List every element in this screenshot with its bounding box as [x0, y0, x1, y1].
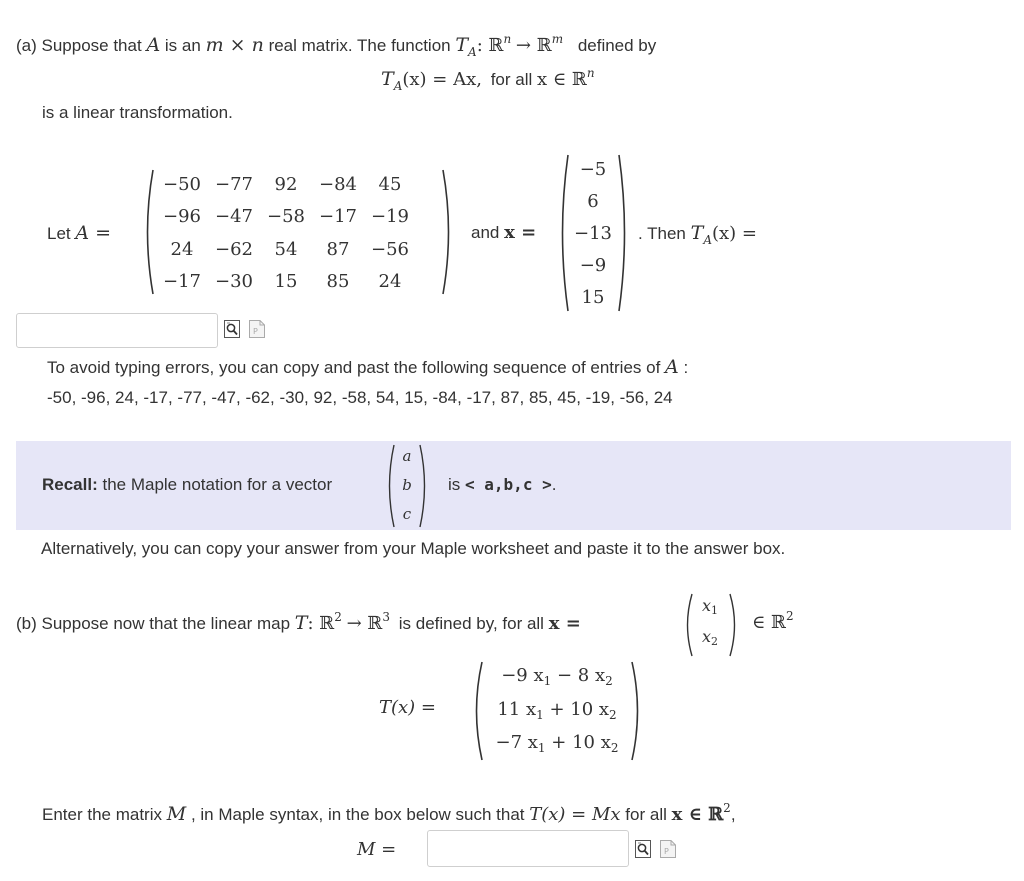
tx-left-paren [470, 660, 484, 762]
in-r2: ∈ ℝ$^2$ [752, 609, 794, 633]
vector-x-row [570, 217, 616, 249]
recall-vector-b: b [402, 476, 412, 494]
x-vector-row-1: x1 [701, 596, 719, 617]
vector-x-cell: 15 [581, 286, 605, 308]
matrix-a-row [156, 266, 416, 299]
matrix-a-cell: −77 [215, 173, 253, 195]
matrix-a-row [156, 168, 416, 201]
tx-row-2: 11 $x_1 + 10$ $x_2$ [497, 699, 617, 722]
matrix-a-cell: 24 [378, 271, 402, 293]
m-label: M = [357, 839, 397, 860]
matrix-a-right-paren [441, 168, 455, 296]
matrix-a-cell: −62 [215, 238, 253, 260]
then-label: . Then $T_A(x)$ = [638, 222, 757, 247]
matrix-a-cell: −96 [163, 206, 201, 228]
matrix-a-cell: −58 [267, 206, 305, 228]
matrix-a-cell: −17 [319, 206, 357, 228]
vector-x-right-paren [617, 153, 631, 313]
recall-vector-left-paren [384, 443, 396, 529]
vector-x-row [570, 281, 616, 313]
tx-row-1: −9 $x_1 - 8$ $x_2$ [501, 665, 613, 688]
matrix-a-cell: −56 [371, 238, 409, 260]
matrix-a-cell: 87 [326, 238, 350, 260]
matrix-a-cell: −19 [371, 206, 409, 228]
preview-icon-b[interactable] [635, 840, 651, 858]
matrix-a-cell: 54 [274, 238, 298, 260]
tx-label: T(x) = [379, 697, 437, 718]
tx-row-3: −7 $x_1 + 10$ $x_2$ [495, 732, 619, 755]
recall-vector-c: c [402, 505, 412, 523]
x-vector-right-paren [728, 592, 740, 658]
vector-x-cell: −13 [574, 222, 612, 244]
part-a-answer-input[interactable] [16, 313, 218, 348]
recall-notation: is < a,b,c >. [448, 475, 557, 494]
copy-hint: To avoid typing errors, you can copy and past the following sequence of entries of A : [47, 356, 689, 378]
x-vector [695, 592, 725, 652]
recall-vector [398, 443, 416, 527]
recall-vector-a: a [402, 447, 412, 465]
part-a-definition: $T_A(x) = Ax$, for all x ∈ ℝ$^n$ [381, 66, 595, 93]
vector-x-row [570, 153, 616, 185]
matrix-a-row [156, 233, 416, 266]
is-linear-text: is a linear transformation. [42, 103, 233, 122]
vector-x-cell: −9 [579, 254, 607, 276]
matrix-a-cell: 45 [378, 173, 402, 195]
matrix-a-cell: −17 [163, 271, 201, 293]
matrix-a-cell: −30 [215, 271, 253, 293]
matrix-a-row [156, 201, 416, 234]
matrix-m-answer-input[interactable] [427, 830, 629, 867]
enter-matrix-text: Enter the matrix M , in Maple syntax, in the box below such that T(x) = Mx for all x ∈ ℝ$^2$, [42, 801, 736, 825]
maple-syntax-icon[interactable] [249, 320, 265, 338]
preview-icon[interactable] [224, 320, 240, 338]
maple-syntax-icon-b[interactable] [660, 840, 676, 858]
entries-sequence: -50, -96, 24, -17, -77, -47, -62, -30, 92, -58, 54, 15, -84, -17, 87, 85, 45, -19, -56, 24 [47, 388, 673, 407]
recall-text: Recall: the Maple notation for a vector [42, 475, 333, 494]
matrix-a-cell: 85 [326, 271, 350, 293]
matrix-a-cell: −84 [319, 173, 357, 195]
vector-x [570, 153, 616, 313]
vector-x-cell: −5 [579, 158, 607, 180]
x-vector-row-2: x2 [701, 627, 719, 648]
let-label: Let A = [47, 222, 112, 244]
matrix-a [156, 168, 416, 298]
vector-x-cell: 6 [587, 190, 599, 212]
matrix-a-cell: 92 [274, 173, 298, 195]
tx-vector [485, 660, 629, 759]
vector-x-row [570, 185, 616, 217]
x-vector-left-paren [682, 592, 694, 658]
part-b-intro: (b) Suppose now that the linear map T: ℝ$^2$ → ℝ$^3$ is defined by, for all x = [16, 610, 581, 634]
matrix-a-cell: −50 [163, 173, 201, 195]
matrix-a-cell: 15 [274, 271, 298, 293]
matrix-a-cell: 24 [170, 238, 194, 260]
part-a-intro: (a) Suppose that A is an m × n real matrix. The function $T_A$: ℝ$^n$ → ℝ$^m$ defined by [16, 32, 657, 59]
tx-right-paren [630, 660, 644, 762]
and-x-label: and x = [471, 222, 537, 243]
svg-text:P: P [664, 847, 669, 856]
matrix-a-cell: −47 [215, 206, 253, 228]
alternatively-text: Alternatively, you can copy your answer from your Maple worksheet and paste it to the answer box. [41, 539, 786, 558]
recall-vector-right-paren [418, 443, 430, 529]
vector-x-row [570, 249, 616, 281]
vector-x-left-paren [556, 153, 570, 313]
svg-text:P: P [253, 327, 258, 336]
matrix-a-left-paren [141, 168, 155, 296]
